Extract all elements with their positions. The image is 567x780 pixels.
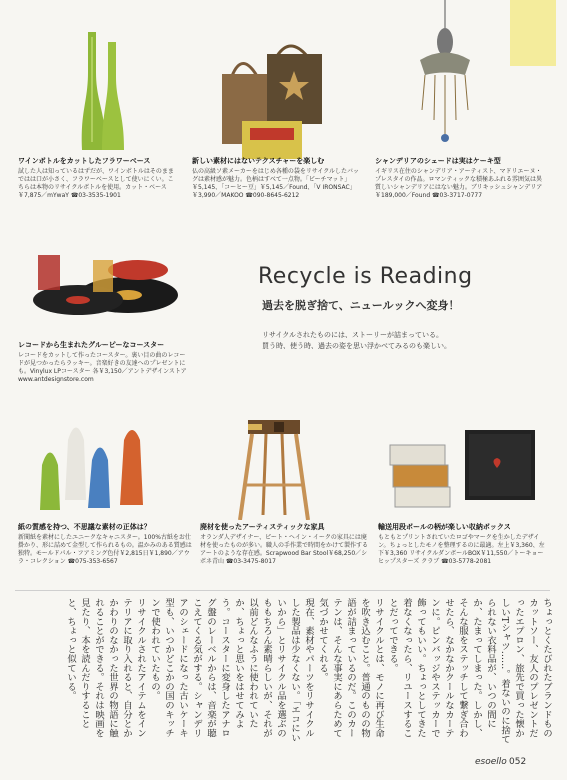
essay-paragraph: ちょっとくたびれたブランドものカットソー、友人のプレゼントだったエプロン、旅先で買った懐かしいTシャツ……。着ない [499, 598, 552, 738]
feature-subtitle: 過去を脱ぎ捨て、ニュールックへ変身！ [262, 299, 460, 312]
recycled-bags-image [212, 36, 332, 161]
essay-paragraph: めて気づかせてくれる。 [317, 598, 342, 738]
paper-canisters-image [30, 420, 160, 510]
essay-paragraph: カーで飾ってもいい。ちょっとしてきた着なくなったら、リユースすることだってできる。 [387, 598, 440, 738]
caption-body: 新聞紙を素材にしたユニークなキャニスター。100%古紙をお仕掛かり、形に詰めて金型して作られるもの。温かみのある質感は独特。モールドパル・フアミング色付￥2,815日￥1,890／アウラ・コレクション ☎075-353-6567 [18, 534, 192, 565]
essay-paragraph: かかわりのなかった世界の物語に触れることができる。それは映画 [93, 598, 132, 738]
caption-heading: 輸送用段ボールの柄が楽しい収納ボックス [378, 523, 511, 531]
caption-heading: 紙の質感を持つ、不思議な素材の正体は？ [18, 523, 151, 531]
sticky-note [510, 0, 556, 66]
caption-heading: レコードから生まれたグルーピーなコースター [18, 341, 165, 349]
essay-paragraph: てくる気がする。シャンデリアのシェードになった古いケーキ型も、 [163, 598, 202, 738]
caption-heading: 廃材を使ったアーティスティックな家具 [200, 523, 325, 531]
essay-paragraph: リサイクルされたアイテムをインテリアに取り入れると、自分と [121, 598, 146, 738]
essay-paragraph: コースターに変身したアナログ盤のレーベルからは、音楽が聴こえ [191, 598, 230, 738]
caption-body: 試した人は知っているはずだが、ワインボトルはそのままではは口が小さく、フラワーベースとして使いにくい。こちらは本物のリサイクルボトルを使用。カット・ベース￥7,875／mYwaY ☎03-3535-1901 [18, 168, 174, 199]
bar-stool-image [230, 420, 320, 520]
essay-paragraph: かし、そんな服をステッチして繋ぎ合わせたら、なかなかクールなカーテンに。ピンバッジやステッ [429, 598, 482, 738]
essay-paragraph: リサイクルとは、モノに再び生命を吹き込むこと。普通のもの [359, 598, 384, 738]
essay-body [23, 598, 553, 746]
caption-body: オランダ人デザイナー、ピート・ヘイン・イークの家具には廃材を使ったものが多い。職人の手作業で時間をかけて製作するアートのような存在感。Scrapwood Bar Stool￥68,250／シボネ青山 ☎03-3475-8017 [200, 534, 369, 565]
essay-paragraph: が以前どんなふうに使われていたか、ちょっと思いをはせてみよう。 [219, 598, 272, 738]
caption-coasters [18, 340, 188, 384]
caption-body: もともとプリントされていたロゴやマークを生かしたデザイン。ちょっとしたモノを整理するのに最適。左上￥3,360、左下￥3,360 リサイクルダンボールBOX￥11,550／トーキョー ヒップスターズ クラブ ☎03-5778-2081 [378, 534, 545, 565]
essay-paragraph: 現在、素材やパーツをリサイクルした製品は少なくない。「エコ [289, 598, 314, 738]
essay-paragraph: の物語が詰まっているのだ。このカーテンは、そんな事実にあらた [331, 598, 370, 738]
caption-heading: シャンデリアのシェードは実はケーキ型 [375, 157, 501, 165]
caption-boxes [378, 522, 548, 566]
intro-line: 買う時、使う時、過去の姿を思い浮かべてみるのも楽しい。 [262, 342, 451, 350]
caption-chandelier [375, 156, 545, 200]
feature-title: Recycle is Reading [258, 264, 473, 289]
caption-vase [18, 156, 178, 200]
caption-canisters [18, 522, 193, 566]
essay-paragraph: いつかどこかの国のキッチンで使われていたもの。 [149, 598, 174, 738]
essay-paragraph: にいいから」とリサイクル品を選ぶのももちろん素晴らしいが、それ [261, 598, 300, 743]
essay-paragraph: のに捨てられない衣料品が、いつの間にか、たまってしまった。し [471, 598, 510, 744]
page-number: 052 [509, 757, 527, 767]
intro-line: リサイクルされたものには、ストーリーが詰まっている。 [262, 331, 444, 339]
coasters-image [18, 240, 188, 320]
caption-body: イギリス在住のシャンデリア・アーティスト、マドリエーヌ・プレスタイの作品。ロマンティックな積極あふれる雰囲気は異質しいシャンデリアにはない魅力。ブリキッシュシャンデリア￥189,000／Found ☎03-3717-0777 [375, 168, 543, 199]
chandelier-image [410, 0, 480, 150]
section-divider [15, 590, 550, 591]
caption-heading: ワインボトルをカットしたフラワーベース [18, 157, 151, 165]
caption-stool [200, 522, 370, 566]
caption-body: レコードをカットして作ったコースター。裏い目の曲のレコードが見つかったらラッキー。音楽好きの友達へのプレゼントにも。Vinylux LPコースター 各￥3,150／アントデザインストア www.antdesignstore.com [18, 352, 187, 383]
magazine-logo: esoello [475, 757, 507, 767]
caption-body: 仏の高級ソ素メーカーをはじめ各種の袋をリサイクルしたバッグは素材感が魅力。色柄はすべて一点物。「ビーチマット」￥5,145、「コーヒー豆」￥5,145／Found、「V IRONSAC」￥3,990／MAKOO ☎090-8645-6212 [192, 168, 360, 199]
feature-intro [262, 330, 451, 352]
caption-heading: 新しい素材にはないテクスチャーを楽しむ [192, 157, 325, 165]
cardboard-boxes-image [385, 420, 545, 510]
wine-bottle-vase-image [60, 32, 140, 152]
caption-bags [192, 156, 364, 200]
essay-paragraph: を見たり、本を読んだりすることと、ちょっと似ている。 [65, 598, 104, 738]
